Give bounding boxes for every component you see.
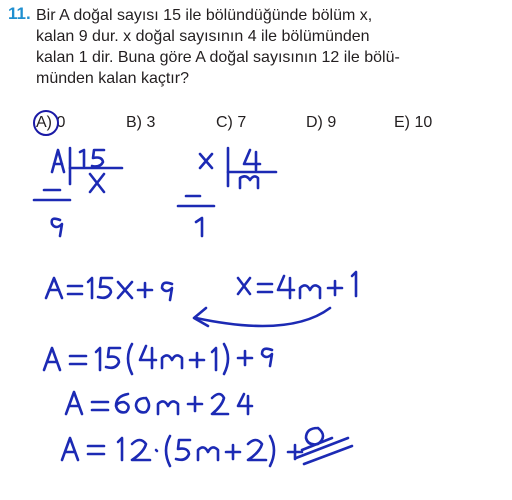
option-value: 3 [146,114,156,131]
question-number: 11. [8,4,31,23]
option-letter: E) [394,114,410,131]
option-value: 10 [414,114,433,131]
handwritten-equation-5 [62,428,352,466]
option-letter: B) [126,114,142,131]
handwritten-equation-2 [238,272,356,298]
substitution-arrow-icon [194,308,330,326]
option-letter: D) [306,114,323,131]
handwritten-equation-1 [46,278,172,300]
question-line: kalan 1 dir. Buna göre A doğal sayısının 12 ile bölü- [36,49,400,66]
handwritten-equation-4 [66,392,252,414]
option-letter: C) [216,114,233,131]
handwritten-division-a [34,148,122,236]
option-value: 9 [327,114,337,131]
handwritten-division-x [178,148,276,236]
question-line: münden kalan kaçtır? [36,70,189,87]
option-value: 7 [237,114,247,131]
option-value: 0 [56,114,66,131]
option-letter: A) [36,114,52,131]
question-line: Bir A doğal sayısı 15 ile bölündüğünde bölüm x, [36,7,373,24]
handwritten-equation-3 [44,344,272,374]
question-line: kalan 9 dur. x doğal sayısının 4 ile bölümünden [36,28,370,45]
